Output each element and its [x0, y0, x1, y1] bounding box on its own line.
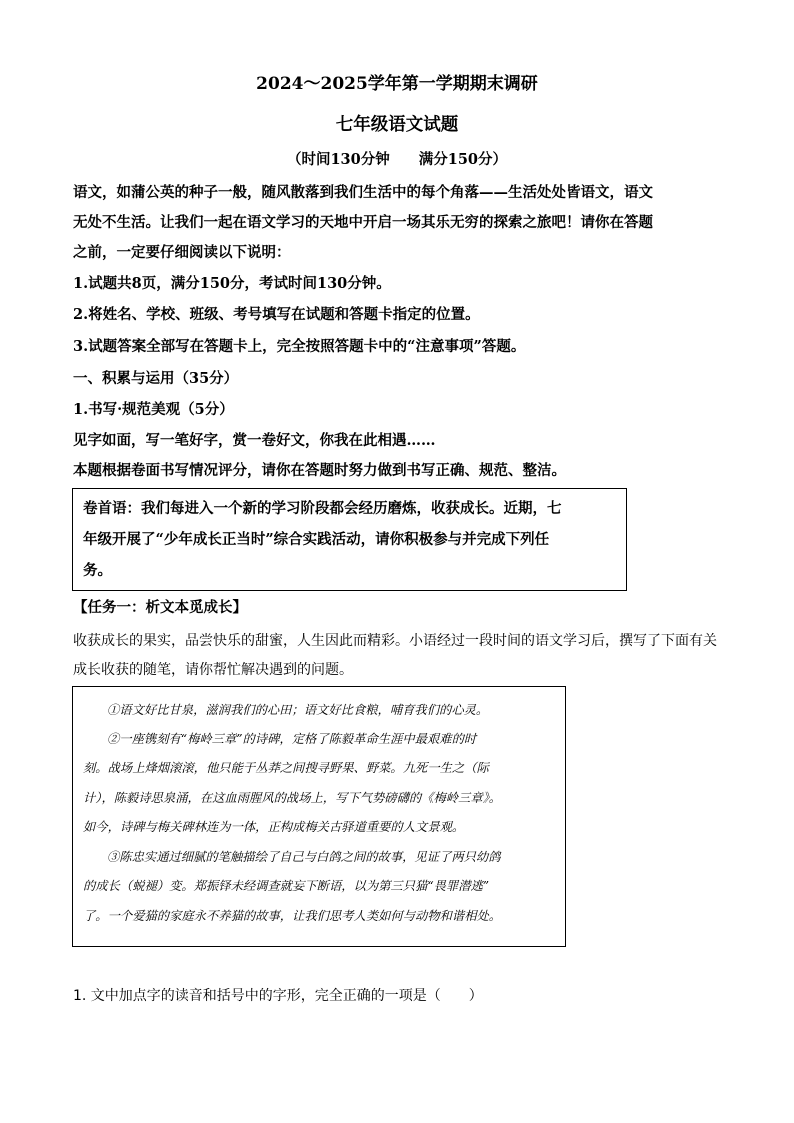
preface-box — [72, 488, 627, 591]
question-1: 1. 文中加点字的读音和括号中的字形，完全正确的一项是（ ） — [73, 988, 483, 1004]
essay-line: ①语文好比甘泉，滋润我们的心田；语文好比食粮，哺育我们的心灵。 — [107, 703, 489, 717]
preface-line: 务。 — [83, 562, 112, 579]
task-text: 收获成长的果实，品尝快乐的甜蜜，人生因此而精彩。小语经过一段时间的语文学习后，撰写了下面有关 — [73, 633, 717, 649]
exam-subtitle: 七年级语文试题 — [335, 115, 459, 135]
time-info: （时间130分钟 满分150分） — [286, 151, 508, 168]
intro-line: 之前，一定要仔细阅读以下说明： — [73, 244, 291, 261]
essay-line: 刻。战场上烽烟滚滚，他只能于丛莽之间搜寻野果、野菜。九死一生之（际 — [83, 761, 489, 775]
section-heading: 一、积累与运用（35分） — [73, 370, 239, 387]
essay-box — [72, 686, 566, 947]
task-heading: 【任务一：析文本觅成长】 — [73, 599, 247, 616]
intro-line: 无处不生活。让我们一起在语文学习的天地中开启一场其乐无穷的探索之旅吧！请你在答题 — [73, 214, 653, 231]
preface-line: 年级开展了“少年成长正当时”综合实践活动，请你积极参与并完成下列任 — [83, 531, 550, 548]
instruction-item: 1.试题共8页，满分150分，考试时间130分钟。 — [73, 275, 391, 292]
essay-line: 的成长（蜕褪）变。郑振铎未经调查就妄下断语，以为第三只猫“畏罪潜逃” — [83, 879, 490, 893]
exam-title: 2024～2025学年第一学期期末调研 — [256, 74, 538, 94]
essay-line: 计），陈毅诗思泉涌，在这血雨腥风的战场上，写下气势磅礴的《梅岭三章》。 — [83, 791, 502, 805]
question-heading: 1.书写·规范美观（5分） — [73, 401, 234, 418]
task-text: 成长收获的随笔，请你帮忙解决遇到的问题。 — [73, 662, 353, 678]
instruction-item: 3.试题答案全部写在答题卡上，完全按照答题卡中的“注意事项”答题。 — [73, 338, 526, 355]
intro-line: 语文，如蒲公英的种子一般，随风散落到我们生活中的每个角落——生活处处皆语文，语文 — [73, 184, 653, 201]
question-text: 本题根据卷面书写情况评分，请你在答题时努力做到书写正确、规范、整洁。 — [73, 462, 566, 479]
question-text: 见字如面，写一笔好字，赏一卷好文，你我在此相遇…… — [73, 432, 436, 449]
essay-line: 如今，诗碑与梅关碑林连为一体，正构成梅关古驿道重要的人文景观。 — [83, 820, 465, 834]
essay-line: ②一座镌刻有“梅岭三章”的诗碑，定格了陈毅革命生涯中最艰难的时 — [107, 732, 477, 746]
essay-line: 了。一个爱猫的家庭永不养猫的故事，让我们思考人类如何与动物和谐相处。 — [83, 909, 502, 923]
essay-line: ③陈忠实通过细腻的笔触描绘了自己与白鸽之间的故事，见证了两只幼鸽 — [107, 850, 501, 864]
preface-line: 卷首语：我们每进入一个新的学习阶段都会经历磨炼，收获成长。近期，七 — [83, 500, 562, 517]
instruction-item: 2.将姓名、学校、班级、考号填写在试题和答题卡指定的位置。 — [73, 306, 480, 323]
